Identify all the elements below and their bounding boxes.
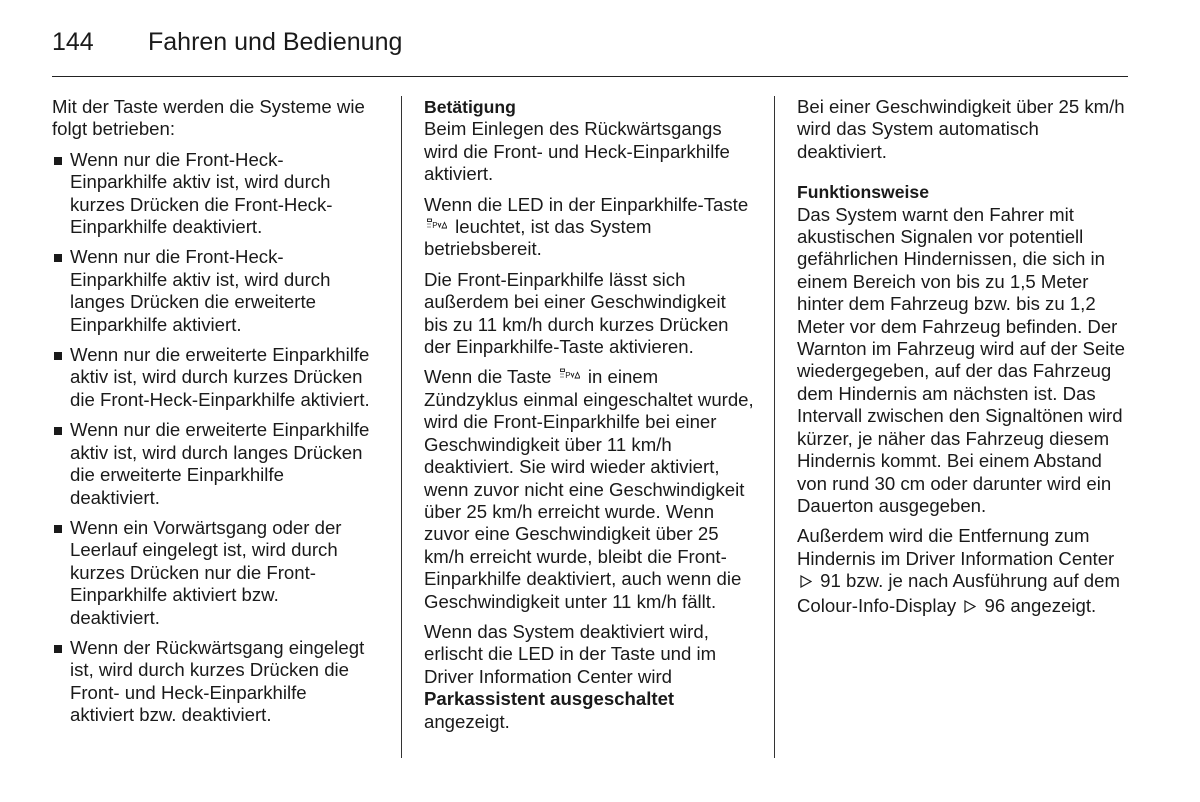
page-reference[interactable]: 91 xyxy=(820,570,841,592)
paragraph xyxy=(797,525,1127,619)
section-heading: Funktionsweise xyxy=(797,182,929,203)
paragraph xyxy=(424,366,754,612)
text-segment: angezeigt. xyxy=(1010,594,1097,616)
page-header xyxy=(52,24,1128,77)
list-item: Wenn nur die Front-Heck-Einparkhilfe aktiv ist, wird durch langes Drücken die erweiterte Einparkhilfe aktiviert. xyxy=(52,246,372,336)
text-segment: in einem Zündzyklus einmal eingeschaltet wurde, wird die Front-Einparkhilfe bei einer Geschwindigkeit über 11 km/h deaktiviert. Sie wird wieder aktiviert, wenn zuvor nicht eine Geschwindigkeit über 25 km/h erreicht wurde. Wenn zuvor eine Geschwindigkeit über 25 km/h erreicht wurde, bleibt die Front-Einparkhilfe deaktiviert, auch wenn die Geschwindigkeit unter 11 km/h fällt. xyxy=(424,366,754,612)
page-reference[interactable]: 96 xyxy=(984,594,1006,616)
intro-text: Mit der Taste werden die Systeme wie folgt betrieben: xyxy=(52,96,365,140)
reference-arrow-icon xyxy=(964,597,976,619)
paragraph: Die Front-Einparkhilfe lässt sich außerdem bei einer Geschwindigkeit bis zu 11 km/h durch kurzes Drücken der Einparkhilfe-Taste aktivieren. xyxy=(424,268,729,358)
svg-text:P: P xyxy=(564,371,570,381)
text-segment: leuchtet, ist das System betriebsbereit. xyxy=(424,216,652,260)
parking-assist-button-icon xyxy=(560,366,580,388)
text-segment: angezeigt. xyxy=(424,710,510,732)
list-item: Wenn nur die Front-Heck-Einparkhilfe aktiv ist, wird durch kurzes Drücken die Front-Heck-Einparkhilfe deaktiviert. xyxy=(52,149,372,239)
column-divider xyxy=(774,96,775,758)
column-1 xyxy=(52,96,372,735)
list-item: Wenn ein Vorwärtsgang oder der Leerlauf eingelegt ist, wird durch kurzes Drücken nur die Front-Einparkhilfe aktiviert bzw. deaktiviert. xyxy=(52,517,372,629)
column-3 xyxy=(797,96,1127,627)
bullet-list xyxy=(52,149,372,727)
paragraph: Bei einer Geschwindigkeit über 25 km/h wird das System automatisch deaktiviert. xyxy=(797,96,1125,162)
text-segment: bzw. je nach Ausführung auf dem Colour-Info-Display xyxy=(797,570,1120,616)
text-segment: Wenn das System deaktiviert wird, erlischt die LED in der Taste und im Driver Information Center wird xyxy=(424,620,717,687)
column-2 xyxy=(424,96,754,741)
paragraph: Beim Einlegen des Rückwärtsgangs wird die Front- und Heck-Einparkhilfe aktiviert. xyxy=(424,118,730,185)
column-divider xyxy=(401,96,402,758)
list-item: Wenn nur die erweiterte Einparkhilfe aktiv ist, wird durch langes Drücken die erweiterte Einparkhilfe deaktiviert. xyxy=(52,419,372,509)
text-segment: Wenn die LED in der Einparkhilfe-Taste xyxy=(424,193,749,215)
page-title: Fahren und Bedienung xyxy=(148,28,403,56)
svg-text:P: P xyxy=(432,221,437,231)
paragraph xyxy=(424,621,754,733)
paragraph xyxy=(424,194,754,261)
display-message: Parkassistent ausgeschaltet xyxy=(424,688,675,710)
paragraph: Das System warnt den Fahrer mit akustischen Signalen vor potentiell gefährlichen Hindernissen, die sich in einem Bereich von bis zu 1,5 Meter hinter dem Fahrzeug bzw. bis zu 1,2 Meter vor dem Fahrzeug befinden. Der Warnton im Fahrzeug wird auf der Seite wiedergegeben, auf der das Fahrzeug dem Hindernis am nächsten ist. Das Intervall zwischen den Signaltönen wird kürzer, je näher das Fahrzeug diesem Hindernis kommt. Bei einem Abstand von rund 30 cm oder darunter wird ein Dauerton ausgegeben. xyxy=(797,203,1125,516)
section-heading: Betätigung xyxy=(424,97,516,117)
list-item: Wenn nur die erweiterte Einparkhilfe aktiv ist, wird durch kurzes Drücken die Front-Heck-Einparkhilfe aktiviert. xyxy=(52,344,372,411)
list-item: Wenn der Rückwärtsgang eingelegt ist, wird durch kurzes Drücken die Front- und Heck-Einparkhilfe aktiviert bzw. deaktiviert. xyxy=(52,637,372,727)
page-number: 144 xyxy=(52,28,94,56)
reference-arrow-icon xyxy=(800,572,812,594)
text-segment: Außerdem wird die Entfernung zum Hindernis im Driver Information Center xyxy=(797,525,1115,569)
parking-assist-button-icon xyxy=(427,216,447,238)
text-segment: Wenn die Taste xyxy=(424,366,552,388)
